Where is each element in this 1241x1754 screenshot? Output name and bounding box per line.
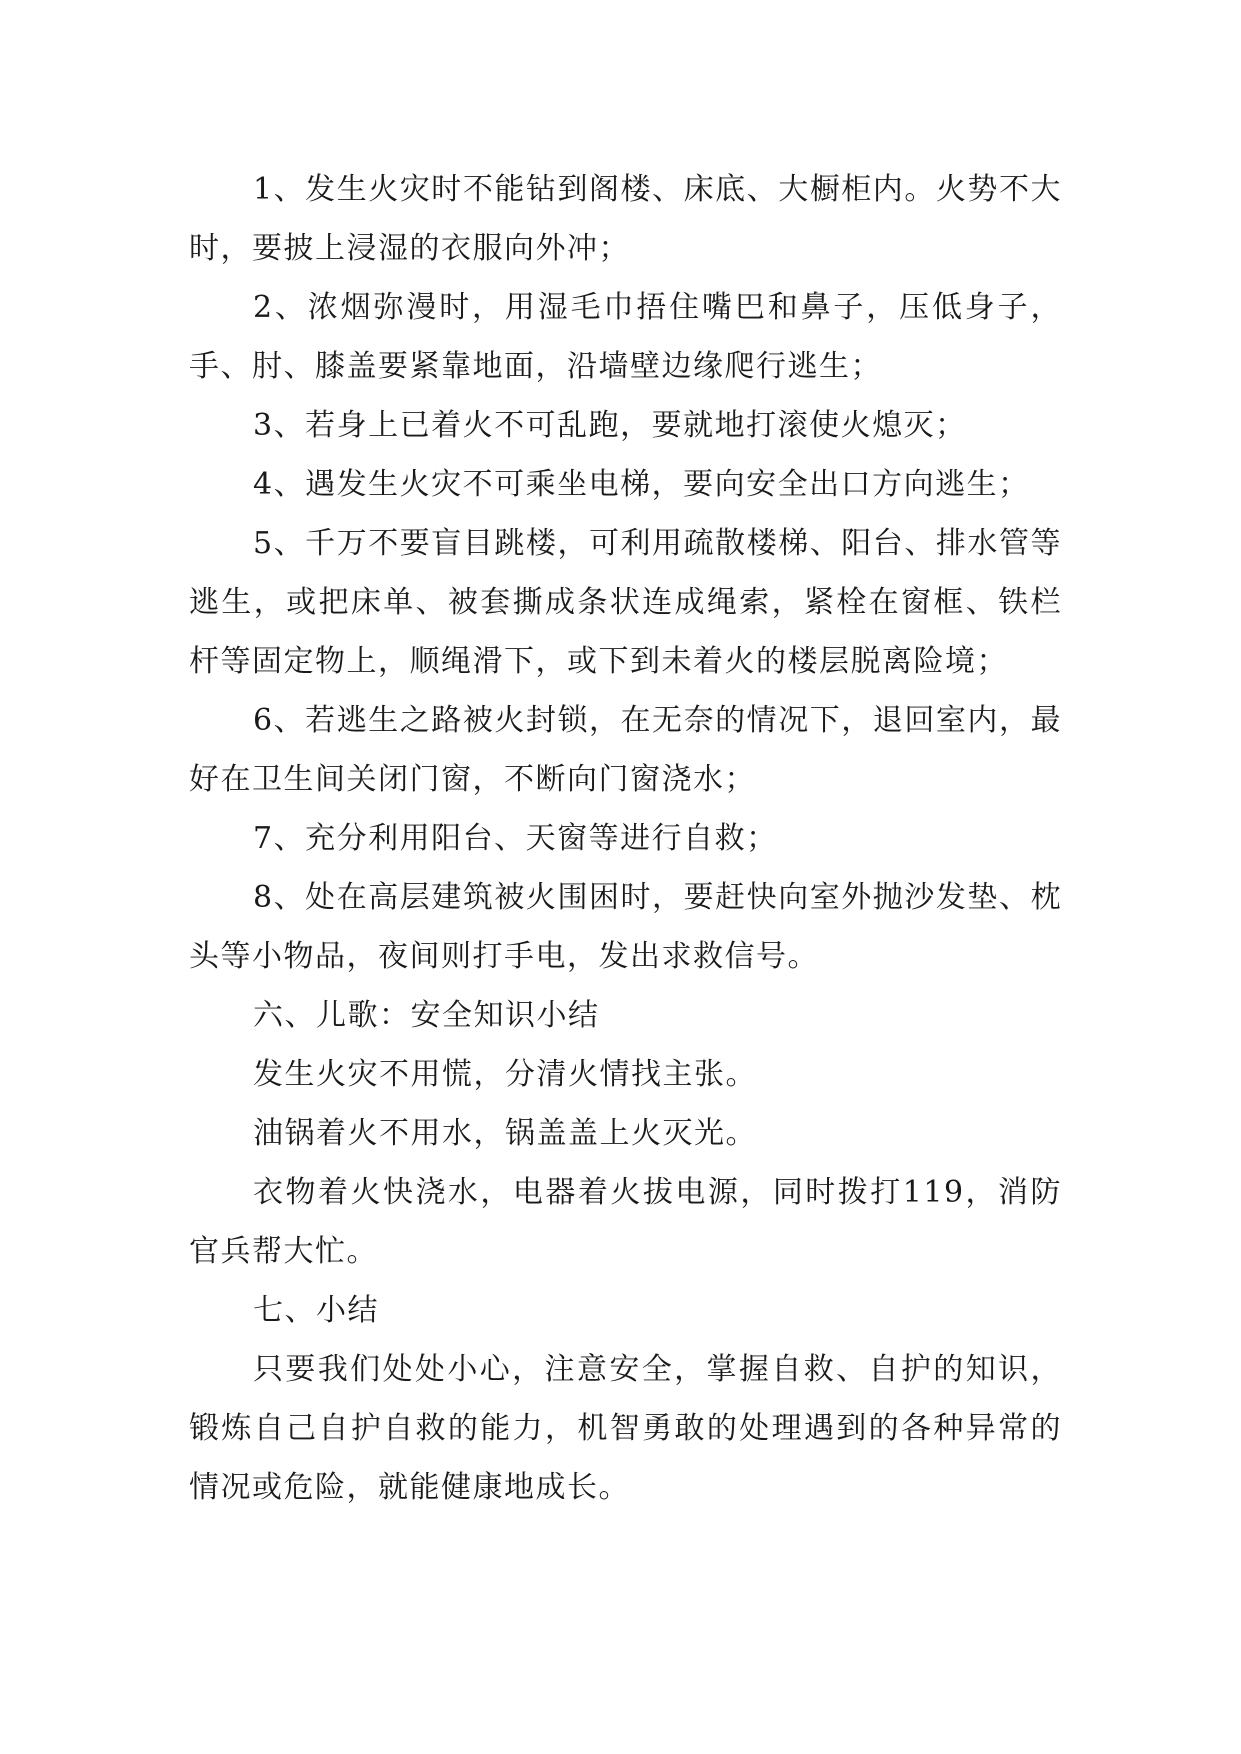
song-line-2: 油锅着火不用水，锅盖盖上火灭光。 xyxy=(253,1116,757,1151)
summary-paragraph: 只要我们处处小心，注意安全，掌握自救、自护的知识，锻炼自己自护自救的能力，机智勇敢的处理遇到的各种异常的情况或危险，就能健康地成长。 xyxy=(189,1352,1062,1505)
paragraph-tip-2: 2、浓烟弥漫时，用湿毛巾捂住嘴巴和鼻子，压低身子，手、肘、膝盖要紧靠地面，沿墙壁边缘爬行逃生； xyxy=(189,290,1062,384)
paragraph-tip-5: 5、千万不要盲目跳楼，可利用疏散楼梯、阳台、排水管等逃生，或把床单、被套撕成条状连成绳索，紧栓在窗框、铁栏杆等固定物上，顺绳滑下，或下到未着火的楼层脱离险境； xyxy=(189,526,1062,679)
section-heading-summary: 七、小结 xyxy=(253,1293,379,1328)
paragraph-tip-3: 3、若身上已着火不可乱跑，要就地打滚使火熄灭； xyxy=(253,408,967,443)
song-line-3: 衣物着火快浇水，电器着火拔电源，同时拨打119，消防官兵帮大忙。 xyxy=(189,1175,1062,1269)
paragraph-tip-8: 8、处在高层建筑被火围困时，要赶快向室外抛沙发垫、枕头等小物品，夜间则打手电，发出求救信号。 xyxy=(189,880,1062,974)
section-heading-song: 六、儿歌：安全知识小结 xyxy=(253,998,600,1033)
paragraph-tip-4: 4、遇发生火灾不可乘坐电梯，要向安全出口方向逃生； xyxy=(253,467,1030,502)
document-body xyxy=(189,160,1062,1517)
paragraph-tip-6: 6、若逃生之路被火封锁，在无奈的情况下，退回室内，最好在卫生间关闭门窗，不断向门窗浇水； xyxy=(189,703,1062,797)
paragraph-tip-7: 7、充分利用阳台、天窗等进行自救； xyxy=(253,821,778,856)
paragraph-tip-1: 1、发生火灾时不能钻到阁楼、床底、大橱柜内。火势不大时，要披上浸湿的衣服向外冲； xyxy=(189,172,1062,266)
song-line-1: 发生火灾不用慌，分清火情找主张。 xyxy=(253,1057,757,1092)
